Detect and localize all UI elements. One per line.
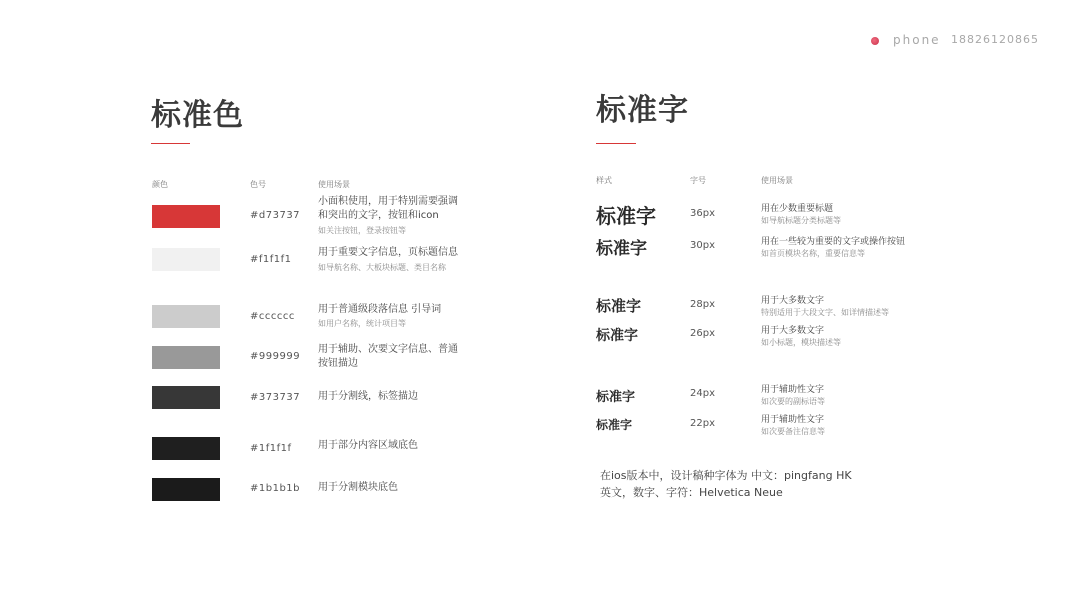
font-usage-sub: 如次要备注信息等 bbox=[761, 427, 825, 436]
color-code: #999999 bbox=[250, 351, 301, 362]
color-usage-line: 用于辅助、次要文字信息、普通 bbox=[318, 344, 458, 355]
col-head-color: 颜色 bbox=[152, 180, 168, 189]
font-size-value: 28px bbox=[690, 299, 715, 310]
color-swatch bbox=[152, 386, 220, 409]
color-swatch bbox=[152, 205, 220, 228]
font-size-value: 24px bbox=[690, 388, 715, 399]
color-usage-sub: 如用户名称，统计项目等 bbox=[318, 319, 406, 328]
col-head-code: 色号 bbox=[250, 180, 266, 189]
col-head-usage: 使用场景 bbox=[761, 176, 793, 185]
color-swatch bbox=[152, 478, 220, 501]
color-usage-line: 用于重要文字信息，页标题信息 bbox=[318, 247, 458, 258]
color-swatch bbox=[152, 437, 220, 460]
color-usage-sub: 如导航名称、大板块标题、类目名称 bbox=[318, 263, 446, 272]
color-code: #1f1f1f bbox=[250, 443, 292, 454]
colors-title-underline bbox=[151, 143, 190, 144]
font-usage-sub: 如首页模块名称，重要信息等 bbox=[761, 249, 865, 258]
color-swatch bbox=[152, 305, 220, 328]
fonts-title-underline bbox=[596, 143, 636, 144]
phone-icon bbox=[871, 37, 879, 45]
font-usage: 用于大多数文字 bbox=[761, 326, 825, 336]
col-head-usage: 使用场景 bbox=[318, 180, 350, 189]
font-size-value: 22px bbox=[690, 418, 715, 429]
color-code: #1b1b1b bbox=[250, 483, 301, 494]
phone-number: 18826120865 bbox=[951, 33, 1039, 46]
font-sample: 标准字 bbox=[596, 204, 656, 228]
phone-label: phone bbox=[893, 33, 941, 47]
color-usage-line: 用于部分内容区域底色 bbox=[318, 440, 418, 451]
color-usage-line: 用于分割模块底色 bbox=[318, 482, 398, 493]
color-usage-line: 用于分割线，标签描边 bbox=[318, 391, 418, 402]
font-usage: 用在一些较为重要的文字或操作按钮 bbox=[761, 237, 906, 247]
font-sample: 标准字 bbox=[596, 328, 638, 344]
font-usage: 用于大多数文字 bbox=[761, 296, 825, 306]
color-usage-sub: 如关注按钮，登录按钮等 bbox=[318, 226, 406, 235]
color-code: #cccccc bbox=[250, 311, 295, 322]
color-swatch bbox=[152, 346, 220, 369]
col-head-size: 字号 bbox=[690, 176, 706, 185]
font-sample: 标准字 bbox=[596, 297, 642, 315]
color-code: #d73737 bbox=[250, 210, 301, 221]
ios-font-note-line1: 在ios版本中，设计稿种字体为 中文：pingfang HK bbox=[600, 469, 852, 482]
colors-title: 标准色 bbox=[151, 98, 244, 133]
font-sample: 标准字 bbox=[596, 418, 633, 432]
font-usage-sub: 特别适用于大段文字、如详情描述等 bbox=[761, 308, 889, 317]
color-code: #f1f1f1 bbox=[250, 254, 292, 265]
color-swatch bbox=[152, 248, 220, 271]
font-usage: 用在少数重要标题 bbox=[761, 204, 834, 214]
font-usage-sub: 如次要的副标语等 bbox=[761, 397, 825, 406]
font-usage: 用于辅助性文字 bbox=[761, 415, 825, 425]
color-code: #373737 bbox=[250, 392, 301, 403]
font-size-value: 26px bbox=[690, 328, 715, 339]
fonts-title: 标准字 bbox=[596, 93, 689, 128]
font-sample: 标准字 bbox=[596, 390, 636, 405]
font-size-value: 30px bbox=[690, 240, 715, 251]
color-usage-line: 按钮描边 bbox=[318, 358, 358, 369]
color-usage-line: 和突出的文字，按钮和icon bbox=[318, 210, 439, 221]
ios-font-note-line2: 英文，数字、字符：Helvetica Neue bbox=[600, 486, 783, 499]
font-size-value: 36px bbox=[690, 208, 715, 219]
font-usage: 用于辅助性文字 bbox=[761, 385, 825, 395]
color-usage-line: 小面积使用，用于特别需要强调 bbox=[318, 196, 458, 207]
font-usage-sub: 如导航标题分类标题等 bbox=[761, 216, 841, 225]
col-head-style: 样式 bbox=[596, 176, 612, 185]
color-usage-line: 用于普通级段落信息 引导词 bbox=[318, 304, 442, 315]
font-sample: 标准字 bbox=[596, 239, 647, 259]
font-usage-sub: 如小标题，模块描述等 bbox=[761, 338, 841, 347]
